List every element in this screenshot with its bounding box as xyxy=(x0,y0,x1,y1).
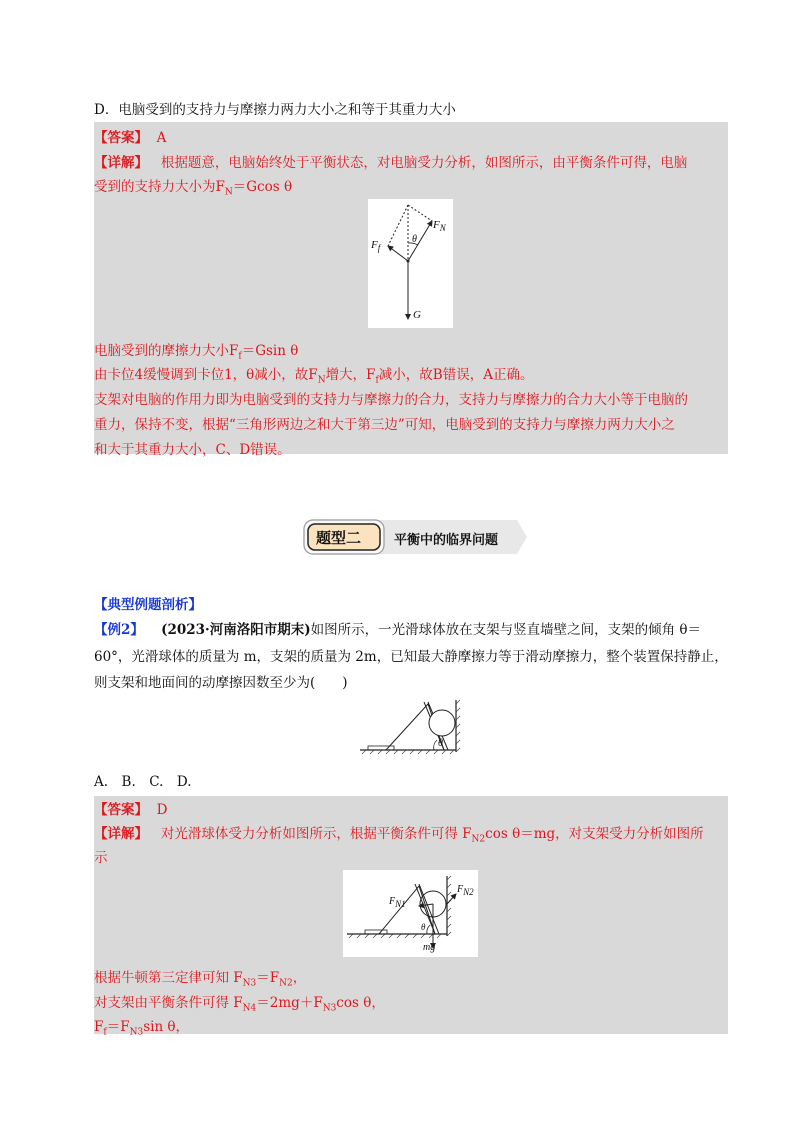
example2-options: A. B. C. D. xyxy=(94,774,192,790)
ff-label: $F_f$ xyxy=(371,239,381,254)
force-diagram-1 xyxy=(368,199,453,328)
fn-label: $F_N$ xyxy=(433,219,446,234)
example2-line-3: 则支架和地面间的动摩擦因数至少为( ) xyxy=(94,675,348,691)
detail-line-1: 【详解】 根据题意，电脑始终处于平衡状态，对电脑受力分析，如图所示，由平衡条件可得，电脑 xyxy=(94,155,688,171)
stand-ball-diagram xyxy=(358,698,470,760)
answer2-detail-1: 【详解】 对光滑球体受力分析如图所示，根据平衡条件可得 $F_{N2}\cos$ θ＝mg，对支架受力分析如图所 xyxy=(94,826,704,845)
section-banner xyxy=(302,518,527,560)
detail-line-2: 受到的支持力大小为$F_N=Gcos$ θ xyxy=(94,179,293,198)
answer2-detail-3: 根据牛顿第三定律可知 $F_{N3}=F_{N2}$， xyxy=(94,970,307,989)
theta-label-2: θ xyxy=(438,738,443,749)
answer2-detail-2: 示 xyxy=(94,850,108,866)
answer-value: A xyxy=(156,130,167,146)
answer2-line-1: 【答案】 D xyxy=(94,802,168,818)
detail-line-4: 由卡位4缓慢调到卡位1，θ减小，故$F_N$增大，$F_f$减小，故B错误，A正确。 xyxy=(94,367,534,386)
detail-line-3: 电脑受到的摩擦力大小$F_f=Gsin$ θ xyxy=(94,343,299,362)
answer-tag: 【答案】 xyxy=(94,130,148,146)
detail-line-6: 重力，保持不变，根据“三角形两边之和大于第三边”可知，电脑受到的支持力与摩擦力两力大小之 xyxy=(94,417,675,433)
theta-label-3: θ xyxy=(421,922,426,932)
theta-label: θ xyxy=(412,234,417,245)
answer2-detail-5: $F_f=F_{N3}\sin$ θ， xyxy=(94,1019,190,1038)
detail-line-7: 和大于其重力大小，C、D错误。 xyxy=(94,442,291,458)
section-title: 【典型例题剖析】 xyxy=(94,597,202,613)
answer2-detail-4: 对支架由平衡条件可得 $F_{N4}=2mg+F_{N3}\cos$ θ， xyxy=(94,995,385,1014)
fn1-label: $F_{N1}$ xyxy=(389,896,406,909)
example2-line-2: 60°，光滑球体的质量为 m，支架的质量为 2m，已知最大静摩擦力等于滑动摩擦力，整个装置保持静止， xyxy=(94,649,728,665)
example2-line-1: 【例2】 (2023·河南洛阳市期末)如图所示，一光滑球体放在支架与竖直墙壁之间，支架的倾角 θ＝ xyxy=(94,622,702,638)
banner-title: 平衡中的临界问题 xyxy=(394,533,499,548)
detail-line-5: 支架对电脑的作用力即为电脑受到的支持力与摩擦力的合力，支持力与摩擦力的合力大小等于电脑的 xyxy=(94,392,688,408)
banner-tag: 题型二 xyxy=(316,529,362,547)
detail-tag: 【详解】 xyxy=(94,155,148,171)
force-diagram-2 xyxy=(343,870,478,957)
mg-label: mg xyxy=(423,942,436,953)
answer-line-1 xyxy=(94,126,166,146)
fn2-label: $F_{N2}$ xyxy=(457,884,474,897)
option-d: D．电脑受到的支持力与摩擦力两力大小之和等于其重力大小 xyxy=(94,102,456,118)
g-label: G xyxy=(413,309,421,321)
